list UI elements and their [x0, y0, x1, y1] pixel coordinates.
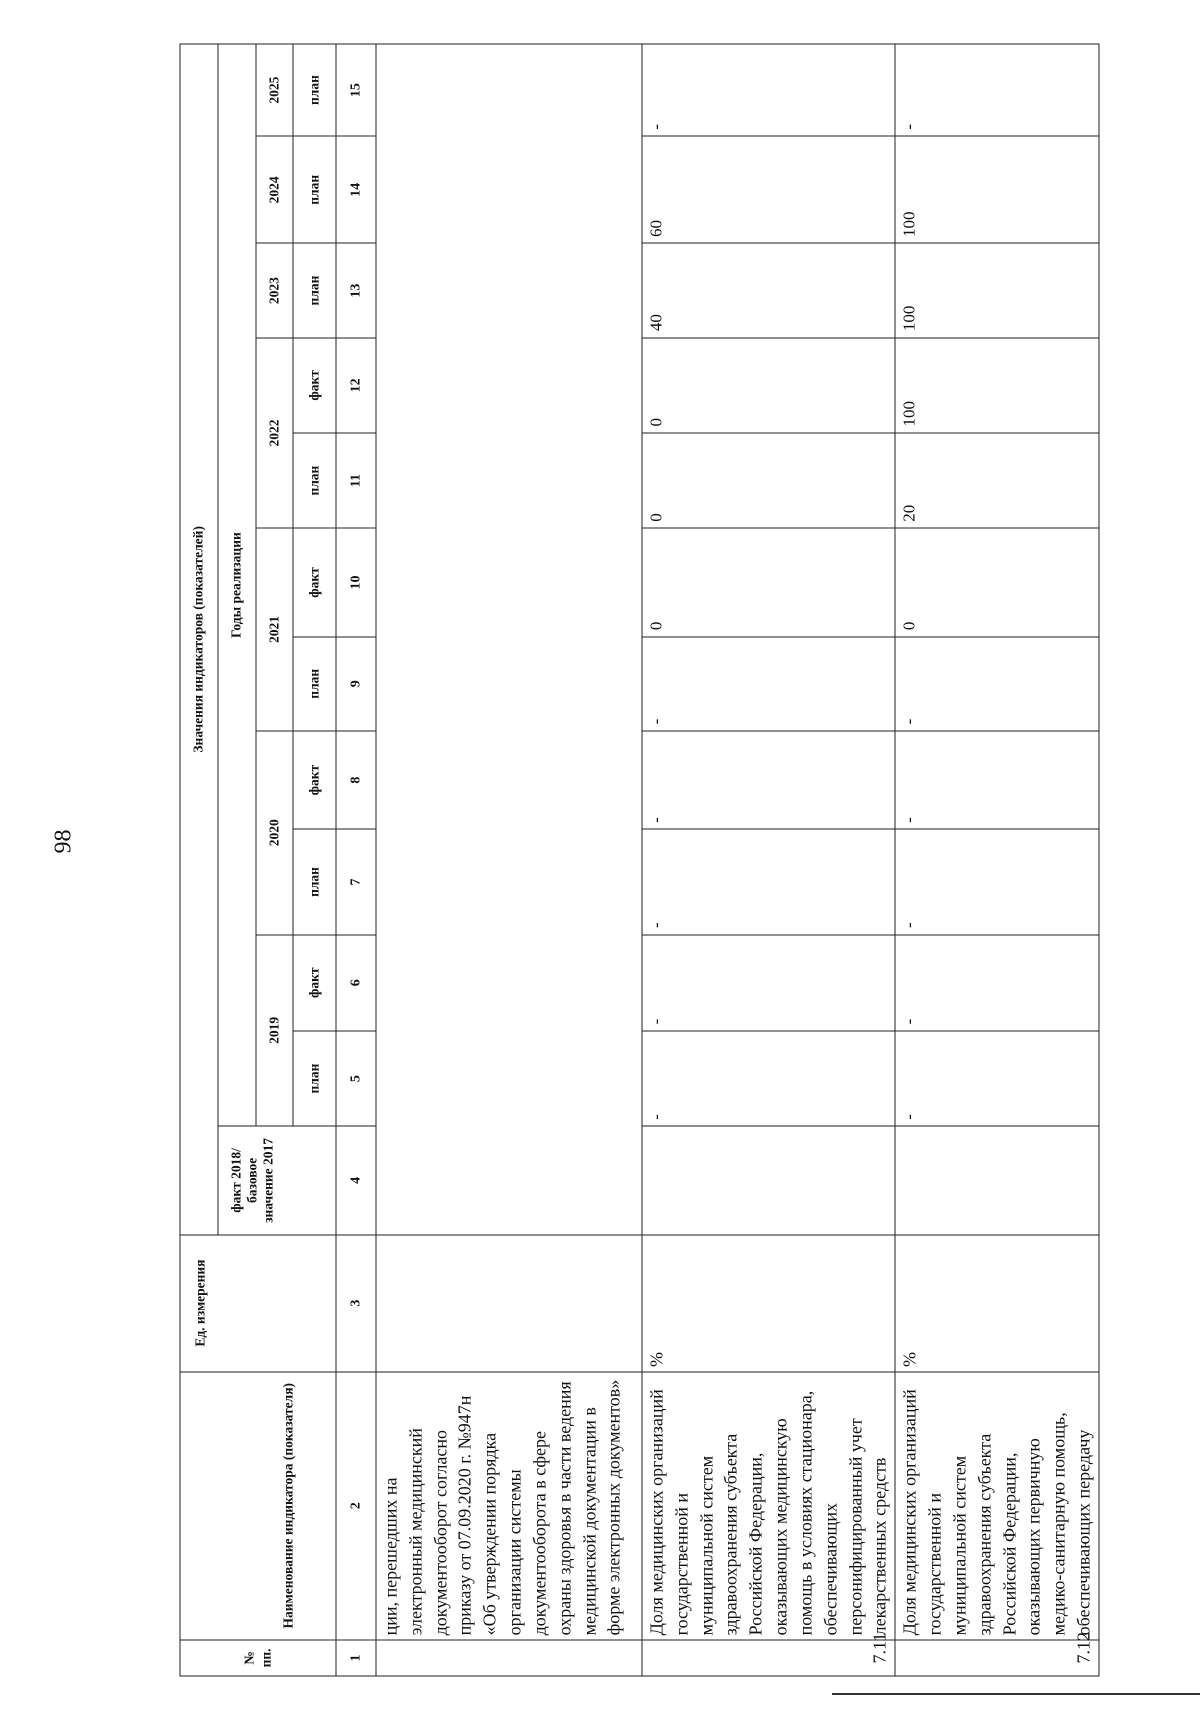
header-fact: факт: [293, 338, 336, 433]
header-plan: план: [293, 829, 336, 934]
col-number: 9: [336, 637, 376, 731]
value-2019-fact: -: [642, 935, 895, 1031]
col-number: 15: [336, 44, 376, 136]
table-row: [376, 44, 642, 1676]
row-number: 7.12: [895, 1640, 1099, 1676]
value-base: [642, 1126, 895, 1234]
indicator-name: ции, перешедших на электронный медицинский документооборот согласно приказу от 07.09.2020 г. №947н «Об утверждении порядка организации системы документооборота в сфере охраны здоровья в части ведения медицинской документации в форме электронных документов»: [376, 1372, 642, 1640]
header-year-2025: 2025: [256, 44, 293, 136]
header-base: факт 2018/базовое значение 2017: [218, 1126, 336, 1234]
value-2025-plan: -: [895, 44, 1099, 136]
header-name: Наименование индикатора (показателя): [180, 1372, 336, 1640]
header-plan: план: [293, 433, 336, 528]
col-number: 12: [336, 338, 376, 433]
value-base: [895, 1126, 1099, 1234]
indicator-name: Доля медицинских организаций государственной и муниципальной систем здравоохранения субъекта Российской Федерации, оказывающих первичную медико-санитарную помощь, обеспечивающих передачу: [895, 1372, 1099, 1640]
table-row: [895, 44, 1099, 1676]
value-2019-plan: -: [642, 1031, 895, 1126]
col-number: 11: [336, 433, 376, 528]
value-2021-plan: -: [642, 637, 895, 731]
indicator-values-empty: [376, 44, 642, 1235]
col-number: 6: [336, 935, 376, 1031]
value-2021-plan: -: [895, 637, 1099, 731]
column-number-row: [336, 44, 376, 1676]
table-row: [642, 44, 895, 1676]
value-2020-fact: -: [895, 731, 1099, 830]
value-2022-fact: 100: [895, 338, 1099, 433]
value-2019-plan: -: [895, 1031, 1099, 1126]
value-2024-plan: 100: [895, 136, 1099, 243]
indicator-name: Доля медицинских организаций государственной и муниципальной систем здравоохранения субъекта Российской Федерации, оказывающих медицинскую помощь в условиях стационара, обеспечивающих персонифицированный учет лекарственных средств: [642, 1372, 895, 1640]
header-year-2019: 2019: [256, 935, 293, 1127]
header-year-2024: 2024: [256, 136, 293, 243]
header-year-2020: 2020: [256, 731, 293, 935]
col-number: 8: [336, 731, 376, 830]
col-number: 4: [336, 1126, 376, 1234]
value-2025-plan: -: [642, 44, 895, 136]
header-years-group: Годы реализации: [218, 44, 256, 1126]
header-no: № пп.: [180, 1640, 336, 1676]
col-number: 10: [336, 528, 376, 636]
header-fact: факт: [293, 731, 336, 830]
col-number: 1: [336, 1640, 376, 1676]
value-2024-plan: 60: [642, 136, 895, 243]
row-number: [376, 1640, 642, 1676]
indicator-unit: %: [642, 1235, 895, 1372]
col-number: 5: [336, 1031, 376, 1126]
row-number: 7.11: [642, 1640, 895, 1676]
indicators-table: [179, 44, 1099, 1677]
value-2022-plan: 20: [895, 433, 1099, 528]
indicators-table-wrapper: [179, 44, 1129, 1677]
header-plan: план: [293, 44, 336, 136]
indicator-unit: %: [895, 1235, 1099, 1372]
header-year-2021: 2021: [256, 528, 293, 731]
col-number: 3: [336, 1235, 376, 1372]
value-2021-fact: 0: [895, 528, 1099, 636]
col-number: 2: [336, 1372, 376, 1640]
header-plan: план: [293, 637, 336, 731]
header-plan: план: [293, 243, 336, 337]
header-year-2023: 2023: [256, 243, 293, 337]
value-2023-plan: 40: [642, 243, 895, 337]
header-plan: план: [293, 1031, 336, 1126]
header-fact: факт: [293, 935, 336, 1031]
value-2019-fact: -: [895, 935, 1099, 1031]
value-2020-fact: -: [642, 731, 895, 830]
value-2021-fact: 0: [642, 528, 895, 636]
header-fact: факт: [293, 528, 336, 636]
value-2022-fact: 0: [642, 338, 895, 433]
col-number: 13: [336, 243, 376, 337]
header-year-2022: 2022: [256, 338, 293, 529]
value-2020-plan: -: [642, 829, 895, 934]
value-2022-plan: 0: [642, 433, 895, 528]
header-values-group: Значения индикаторов (показателей): [180, 44, 218, 1235]
footer-line: [832, 1693, 1200, 1695]
value-2023-plan: 100: [895, 243, 1099, 337]
header-unit: Ед. измерения: [180, 1235, 336, 1372]
header-plan: план: [293, 136, 336, 243]
page-number: 98: [50, 829, 77, 854]
value-2020-plan: -: [895, 829, 1099, 934]
col-number: 14: [336, 136, 376, 243]
col-number: 7: [336, 829, 376, 934]
indicator-unit: [376, 1235, 642, 1372]
